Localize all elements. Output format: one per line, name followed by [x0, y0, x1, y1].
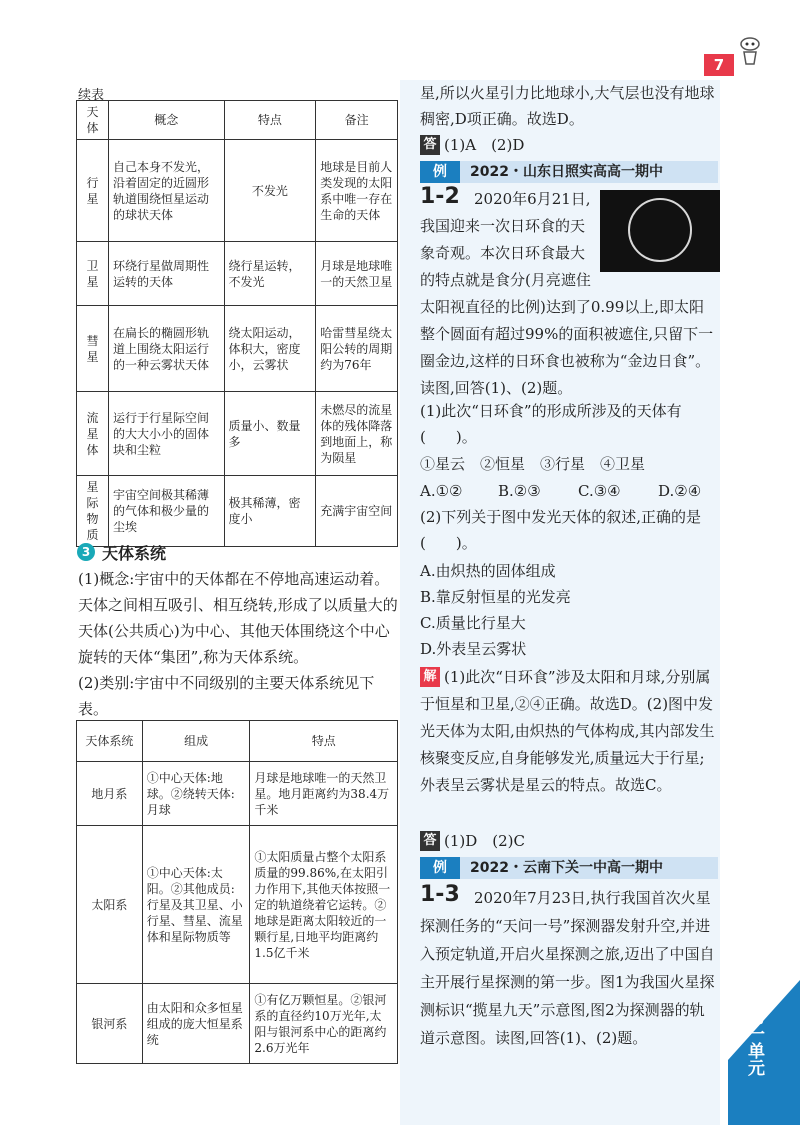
header-cell: 特点 — [250, 721, 398, 762]
continued-label: 续表 — [78, 88, 105, 103]
answer-tag: 答 — [420, 135, 440, 155]
sidebar-decoration — [728, 80, 800, 1125]
table-cell: 未燃尽的流星体的残体降落到地面上，称为陨星 — [316, 392, 398, 476]
table-header-row — [77, 721, 398, 762]
table-row — [77, 826, 398, 984]
example-source: 2022・云南下关一中高一期中 — [470, 860, 663, 876]
example-tag: 例 — [420, 857, 460, 879]
table-cell: 绕行星运转，不发光 — [224, 242, 316, 306]
table-cell: 流星体 — [77, 392, 109, 476]
table-cell: 哈雷彗星绕太阳公转的周期约为76年 — [316, 306, 398, 392]
table-row — [77, 762, 398, 826]
table-cell: ①有亿万颗恒星。②银河系的直径约10万光年,太阳与银河系中心的距离约2.6万光年 — [250, 984, 398, 1064]
header-cell: 备注 — [316, 101, 398, 140]
table-header-row — [77, 101, 398, 140]
question-text — [420, 884, 718, 1052]
choice-a: A.①② — [420, 482, 463, 500]
example-source: 2022・山东日照实高高一期中 — [470, 164, 663, 180]
answer-tag: 答 — [420, 831, 440, 851]
section-paragraph-types: (2)类别:宇宙中不同级别的主要天体系统见下表。 — [78, 674, 375, 718]
subquestion-1: (1)此次“日环食”的形成所涉及的天体有( )。 — [420, 402, 682, 446]
table-row — [77, 476, 398, 547]
subquestion-1-options: ①星云 ②恒星 ③行星 ④卫星 — [420, 455, 646, 473]
table-cell: 卫星 — [77, 242, 109, 306]
table-cell: 由太阳和众多恒星组成的庞大恒星系统 — [142, 984, 250, 1064]
choice-a: A.由炽热的固体组成 — [420, 562, 556, 580]
table-cell: ①中心天体:地球。②绕转天体:月球 — [142, 762, 250, 826]
header-cell: 概念 — [108, 101, 224, 140]
explanation-tag: 解 — [420, 667, 440, 687]
table-cell: 星际物质 — [77, 476, 109, 547]
section-number-badge: 3 — [77, 543, 95, 561]
header-cell: 天体系统 — [77, 721, 143, 762]
page-number: 7 — [704, 54, 734, 76]
header-cell: 特点 — [224, 101, 316, 140]
choice-d: D.外表呈云雾状 — [420, 640, 527, 658]
table-cell: 月球是地球唯一的天然卫星 — [316, 242, 398, 306]
table-row — [77, 392, 398, 476]
choice-b: B.靠反射恒星的光发亮 — [420, 588, 571, 606]
table-cell: 充满宇宙空间 — [316, 476, 398, 547]
table-cell: 行星 — [77, 140, 109, 242]
table-row — [77, 984, 398, 1064]
explanation-body: (1)此次“日环食”涉及太阳和月球,分别属于恒星和卫星,②④正确。故选D。(2)图中发光天体为太阳,由炽热的气体构成,其内部发生核聚变反应,自身能够发光,质量远大于行星;外表呈云雾状是星云的特点。故选C。 — [420, 668, 715, 794]
table-cell: 地球是目前人类发现的太阳系中唯一存在生命的天体 — [316, 140, 398, 242]
example-tag: 例 — [420, 161, 460, 183]
table-row — [77, 140, 398, 242]
choice-c: C.质量比行星大 — [420, 614, 526, 632]
table-cell: 极其稀薄，密度小 — [224, 476, 316, 547]
table-cell: 自己本身不发光，沿着固定的近圆形轨道围绕恒星运动的球状天体 — [108, 140, 224, 242]
section-title: 天体系统 — [102, 544, 167, 563]
continued-explanation: 星,所以火星引力比地球小,大气层也没有地球稠密,D项正确。故选D。 — [420, 84, 715, 128]
table-cell: ①太阳质量占整个太阳系质量的99.86%,在太阳引力作用下,其他天体按照一定的轨道绕着它运转。②地球是距离太阳较近的一颗行星,日地平均距离约1.5亿千米 — [250, 826, 398, 984]
choice-d: D.②④ — [658, 482, 702, 500]
table-cell: 环绕行星做周期性运转的天体 — [108, 242, 224, 306]
answer-text: (1)D (2)C — [444, 832, 525, 850]
image-float-spacer — [598, 186, 718, 272]
subquestion-2: (2)下列关于图中发光天体的叙述,正确的是( )。 — [420, 508, 702, 552]
header-cell: 组成 — [142, 721, 250, 762]
question-number: 1-3 — [420, 882, 460, 907]
table-cell: 银河系 — [77, 984, 143, 1064]
table-cell: 彗星 — [77, 306, 109, 392]
table-cell: 太阳系 — [77, 826, 143, 984]
celestial-system-table — [76, 720, 398, 1064]
table-cell: 绕太阳运动，体积大，密度小，云雾状 — [224, 306, 316, 392]
mascot-icon — [736, 36, 764, 66]
table-cell: 月球是地球唯一的天然卫星。地月距离约为38.4万千米 — [250, 762, 398, 826]
choice-c: C.③④ — [578, 482, 621, 500]
question-text — [420, 186, 718, 402]
table-cell: 质量小、数量多 — [224, 392, 316, 476]
answer-text: (1)A (2)D — [444, 136, 525, 154]
question-number: 1-2 — [420, 184, 460, 209]
table-cell: ①中心天体:太阳。②其他成员:行星及其卫星、小行星、彗星、流星体和星际物质等 — [142, 826, 250, 984]
unit-label: 第一单元 — [744, 1008, 764, 1076]
question-body: 2020年6月21日,我国迎来一次日环食的天象奇观。本次日环食最大的特点就是食分(月亮遮住太阳视直径的比例)达到了0.99以上,即太阳整个圆面有超过99%的面积被遮住,只留下一圈金边,这样的日环食也被称为“金边日食”。读图,回答(1)、(2)题。 — [420, 190, 714, 397]
header-cell: 天体 — [77, 101, 109, 140]
table-cell: 地月系 — [77, 762, 143, 826]
table-cell: 运行于行星际空间的大大小小的固体块和尘粒 — [108, 392, 224, 476]
table-row — [77, 306, 398, 392]
table-cell: 宇宙空间极其稀薄的气体和极少量的尘埃 — [108, 476, 224, 547]
table-cell: 在扁长的椭圆形轨道上围绕太阳运行的一种云雾状天体 — [108, 306, 224, 392]
explanation-text — [420, 664, 718, 799]
table-cell: 不发光 — [224, 140, 316, 242]
table-row — [77, 242, 398, 306]
choice-b: B.②③ — [498, 482, 541, 500]
question-body: 2020年7月23日,执行我国首次火星探测任务的“天问一号”探测器发射升空,并进入预定轨道,开启火星探测之旅,迈出了中国自主开展行星探测的第一步。图1为我国火星探测标识“揽星九天”示意图,图2为探测器的轨道示意图。读图,回答(1)、(2)题。 — [420, 889, 715, 1047]
section-paragraph-concept: (1)概念:宇宙中的天体都在不停地高速运动着。天体之间相互吸引、相互绕转,形成了以质量大的天体(公共质心)为中心、其他天体围绕这个中心旋转的天体“集团”,称为天体系统。 — [78, 570, 398, 666]
celestial-body-table — [76, 100, 398, 547]
